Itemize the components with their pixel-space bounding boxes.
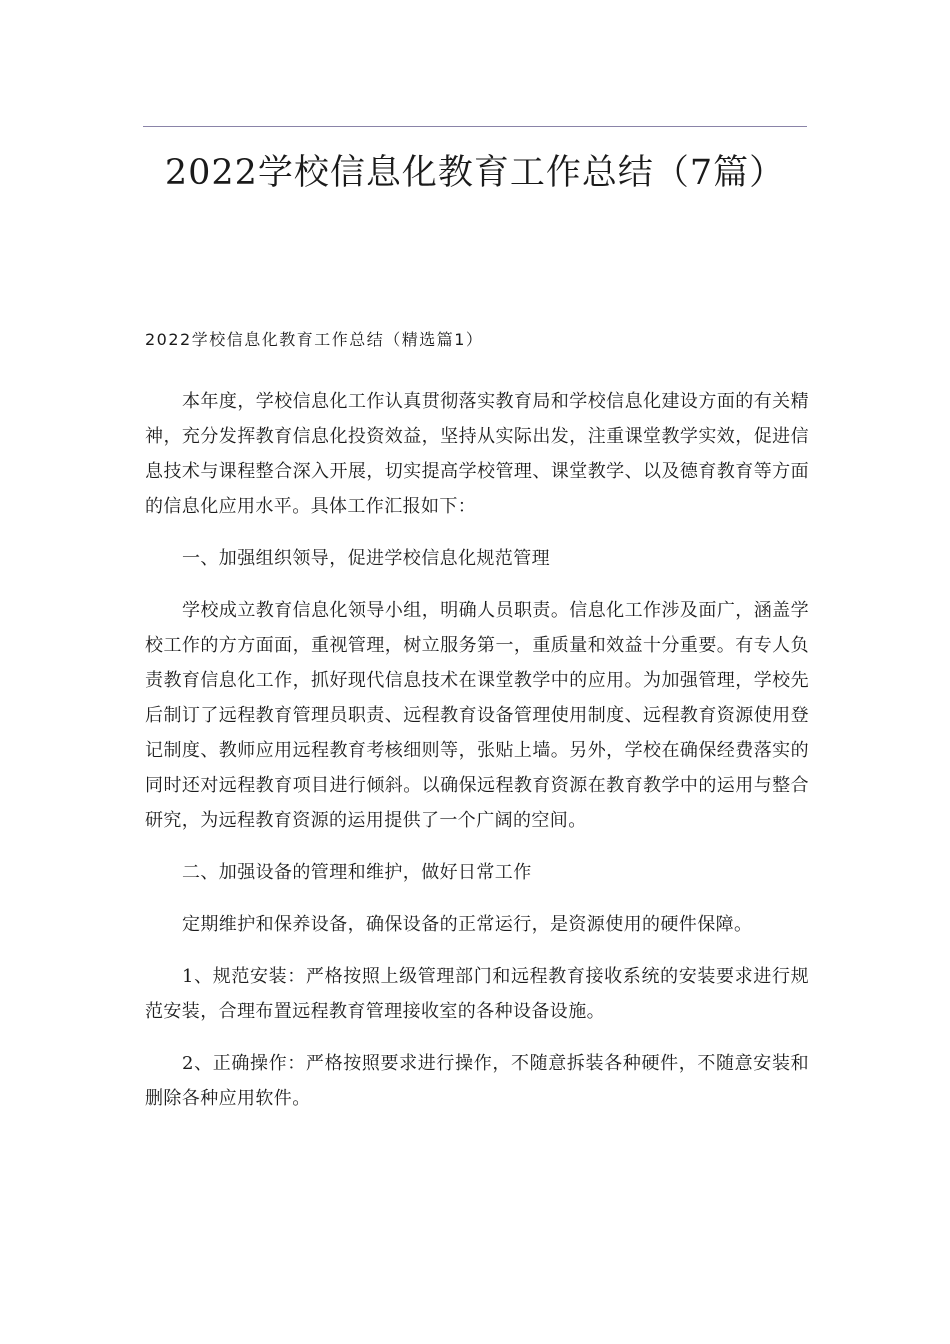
header-rule bbox=[143, 126, 807, 127]
paragraph-organization: 学校成立教育信息化领导小组，明确人员职责。信息化工作涉及面广，涵盖学校工作的方方面面，重视管理，树立服务第一，重质量和效益十分重要。有专人负责教育信息化工作，抓好现代信息技术在课堂教学中的应用。为加强管理，学校先后制订了远程教育管理员职责、远程教育设备管理使用制度、远程教育资源使用登记制度、教师应用远程教育考核细则等，张贴上墙。另外，学校在确保经费落实的同时还对远程教育项目进行倾斜。以确保远程教育资源在教育教学中的运用与整合研究，为远程教育资源的运用提供了一个广阔的空间。 bbox=[145, 600, 809, 831]
paragraph-item-2: 2、正确操作：严格按照要求进行操作，不随意拆装各种硬件，不随意安装和删除各种应用软件。 bbox=[145, 1053, 809, 1109]
paragraph-heading-2: 二、加强设备的管理和维护，做好日常工作 bbox=[182, 862, 532, 883]
paragraph-intro: 本年度，学校信息化工作认真贯彻落实教育局和学校信息化建设方面的有关精神，充分发挥教育信息化投资效益，坚持从实际出发，注重课堂教学实效，促进信息技术与课程整合深入开展，切实提高学校管理、课堂教学、以及德育教育等方面的信息化应用水平。具体工作汇报如下： bbox=[145, 391, 809, 517]
section-heading: 2022学校信息化教育工作总结（精选篇1） bbox=[145, 330, 484, 349]
paragraph-maintenance: 定期维护和保养设备，确保设备的正常运行，是资源使用的硬件保障。 bbox=[182, 914, 753, 935]
document-body bbox=[145, 384, 809, 1133]
paragraph-heading-1: 一、加强组织领导，促进学校信息化规范管理 bbox=[182, 548, 550, 569]
paragraph-item-1: 1、规范安装：严格按照上级管理部门和远程教育接收系统的安装要求进行规范安装，合理布置远程教育管理接收室的各种设备设施。 bbox=[145, 966, 809, 1022]
document-title: 2022学校信息化教育工作总结（7篇） bbox=[164, 153, 786, 193]
